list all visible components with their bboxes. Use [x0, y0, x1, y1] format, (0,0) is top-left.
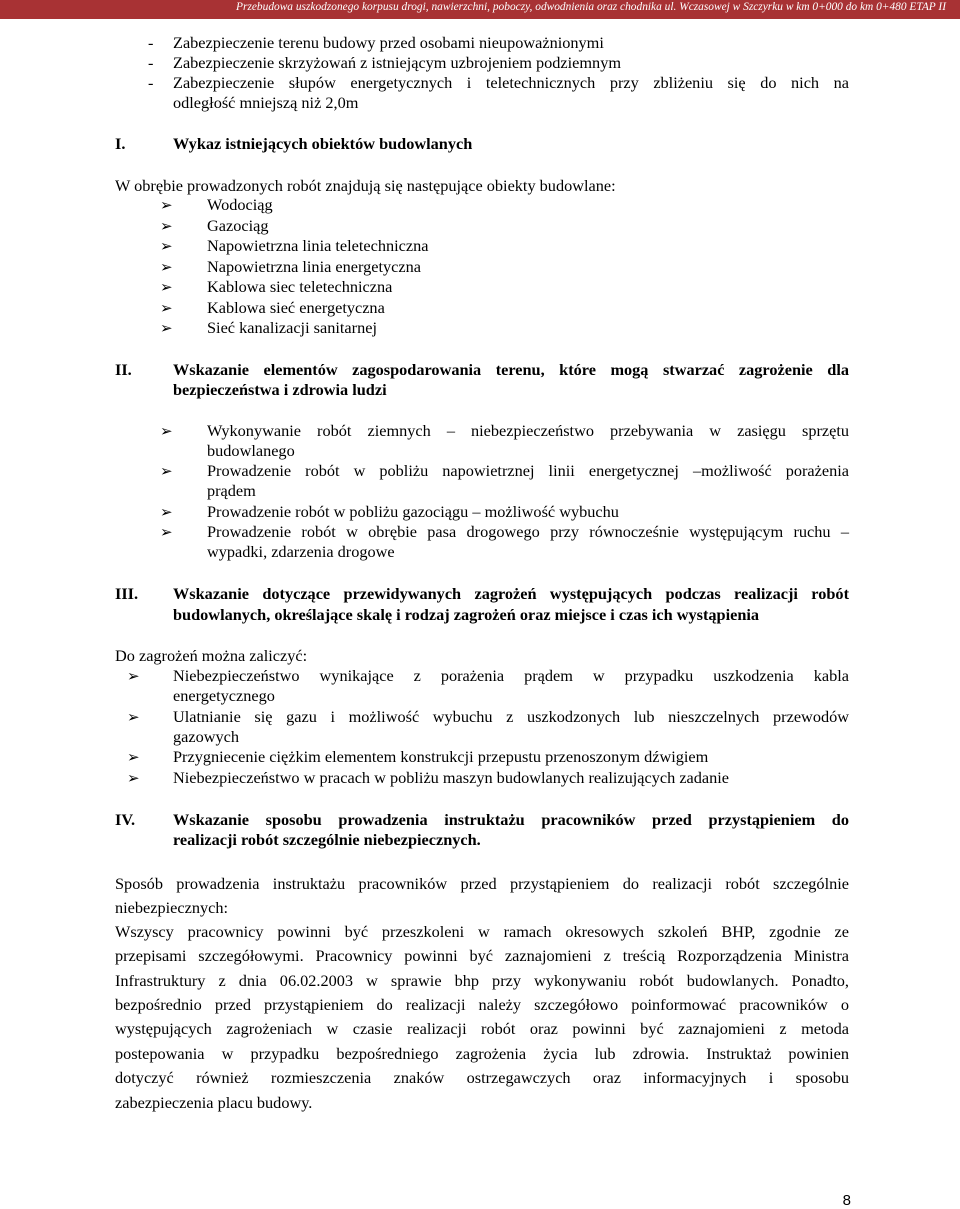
paragraph-line: niebezpiecznych: [115, 898, 228, 917]
section-number: I. [115, 134, 126, 153]
arrow-bullet-icon: ➢ [127, 667, 140, 685]
list-item: Kablowa siec teletechniczna [207, 277, 393, 296]
arrow-bullet-icon: ➢ [160, 278, 173, 296]
arrow-bullet-icon: ➢ [160, 258, 173, 276]
dash-bullet: - [148, 53, 154, 72]
list-item: Napowietrzna linia teletechniczna [207, 236, 429, 255]
arrow-bullet-icon: ➢ [127, 748, 140, 766]
paragraph-line: Wszyscy pracownicy powinni być przeszkoleni w ramach okresowych szkoleń BHP, zgodnie ze [115, 922, 849, 941]
section-intro: Do zagrożeń można zaliczyć: [115, 646, 308, 665]
paragraph-line: Sposób prowadzenia instruktażu pracowników przed przystąpieniem do realizacji robót szczególnie [115, 874, 849, 893]
list-item: Niebezpieczeństwo wynikające z porażenia prądem w przypadku uszkodzenia kabla [173, 666, 849, 685]
arrow-bullet-icon: ➢ [160, 422, 173, 440]
header-bar [0, 0, 960, 19]
arrow-bullet-icon: ➢ [160, 237, 173, 255]
dash-bullet: - [148, 33, 154, 52]
list-item-cont: energetycznego [173, 686, 275, 705]
list-item: Ulatnianie się gazu i możliwość wybuchu z uszkodzonych lub nieszczelnych przewodów [173, 707, 849, 726]
arrow-bullet-icon: ➢ [160, 319, 173, 337]
arrow-bullet-icon: ➢ [127, 708, 140, 726]
list-item: Gazociąg [207, 216, 269, 235]
intro-bullet-text-cont: odległość mniejszą niż 2,0m [173, 93, 359, 112]
header-title: Przebudowa uszkodzonego korpusu drogi, nawierzchni, poboczy, odwodnienia oraz chodnika ul. Wczasowej w Szczyrku w km 0+000 do km 0+480 ETAP II [236, 1, 946, 13]
list-item: Prowadzenie robót w pobliżu napowietrznej linii energetycznej –możliwość porażenia [207, 461, 849, 480]
list-item: Sieć kanalizacji sanitarnej [207, 318, 377, 337]
dash-bullet: - [148, 73, 154, 92]
paragraph-line: Infrastruktury z dnia 06.02.2003 w sprawie bhp przy wykonywaniu robót budowlanych. Ponadto, [115, 971, 849, 990]
list-item: Prowadzenie robót w pobliżu gazociągu – możliwość wybuchu [207, 502, 619, 521]
paragraph-line: bezpośrednio przed przystąpieniem do realizacji należy szczegółowo poinformować pracowników o [115, 995, 849, 1014]
section-title: Wykaz istniejących obiektów budowlanych [173, 134, 473, 153]
section-number: IV. [115, 810, 136, 829]
list-item-cont: wypadki, zdarzenia drogowe [207, 542, 395, 561]
intro-bullet-text: Zabezpieczenie skrzyżowań z istniejącym uzbrojeniem podziemnym [173, 53, 621, 72]
paragraph-line: przepisami szczegółowymi. Pracownicy powinni być zaznajomieni z treścią Rozporządzenia Ministra [115, 946, 849, 965]
section-title-cont: realizacji robót szczególnie niebezpiecznych. [173, 830, 481, 849]
arrow-bullet-icon: ➢ [160, 196, 173, 214]
section-title: Wskazanie sposobu prowadzenia instruktażu pracowników przed przystąpieniem do [173, 810, 849, 829]
intro-bullet-text: Zabezpieczenie terenu budowy przed osobami nieupoważnionymi [173, 33, 604, 52]
arrow-bullet-icon: ➢ [160, 503, 173, 521]
list-item: Wykonywanie robót ziemnych – niebezpieczeństwo przebywania w zasięgu sprzętu [207, 421, 849, 440]
intro-bullet-text: Zabezpieczenie słupów energetycznych i teletechnicznych przy zbliżeniu się do nich na [173, 73, 849, 92]
arrow-bullet-icon: ➢ [160, 217, 173, 235]
list-item-cont: prądem [207, 481, 256, 500]
list-item: Przygniecenie ciężkim elementem konstrukcji przepustu przenoszonym dźwigiem [173, 747, 709, 766]
section-intro: W obrębie prowadzonych robót znajdują się następujące obiekty budowlane: [115, 176, 616, 195]
list-item: Kablowa sieć energetyczna [207, 298, 385, 317]
paragraph-line: postepowania w przypadku bezpośredniego zagrożenia życia lub zdrowia. Instruktaż powinien [115, 1044, 849, 1063]
list-item: Prowadzenie robót w obrębie pasa drogowego przy równocześnie występującym ruchu – [207, 522, 849, 541]
section-number: II. [115, 360, 132, 379]
list-item: Napowietrzna linia energetyczna [207, 257, 421, 276]
section-number: III. [115, 584, 139, 603]
arrow-bullet-icon: ➢ [160, 299, 173, 317]
page-number: 8 [842, 1192, 851, 1209]
list-item: Niebezpieczeństwo w pracach w pobliżu maszyn budowlanych realizujących zadanie [173, 768, 730, 787]
arrow-bullet-icon: ➢ [160, 462, 173, 480]
paragraph-line: dotyczyć również rozmieszczenia znaków ostrzegawczych oraz informacyjnych i sposobu [115, 1068, 849, 1087]
section-title: Wskazanie elementów zagospodarowania terenu, które mogą stwarzać zagrożenie dla [173, 360, 849, 379]
section-title-cont: bezpieczeństwa i zdrowia ludzi [173, 380, 387, 399]
list-item-cont: budowlanego [207, 441, 295, 460]
arrow-bullet-icon: ➢ [127, 769, 140, 787]
list-item: Wodociąg [207, 195, 273, 214]
section-title: Wskazanie dotyczące przewidywanych zagrożeń występujących podczas realizacji robót [173, 584, 849, 603]
list-item-cont: gazowych [173, 727, 239, 746]
arrow-bullet-icon: ➢ [160, 523, 173, 541]
paragraph-line: zabezpieczenia placu budowy. [115, 1093, 313, 1112]
section-title-cont: budowlanych, określające skalę i rodzaj zagrożeń oraz miejsce i czas ich wystąpienia [173, 605, 760, 624]
paragraph-line: występujących zagrożeniach w czasie realizacji robót oraz powinni być zaznajomieni z metoda [115, 1019, 849, 1038]
